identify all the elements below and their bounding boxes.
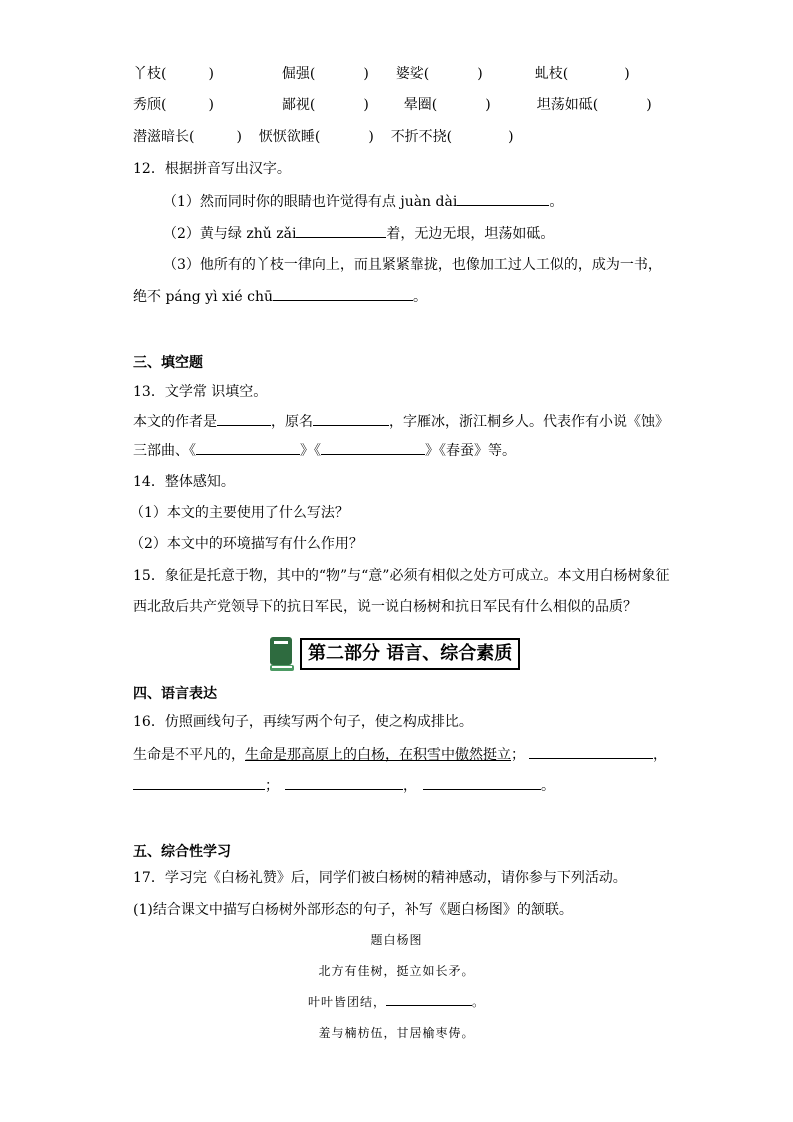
blank-pangyixiechu[interactable] xyxy=(273,286,413,301)
banner-label: 第二部分 语言、综合素质 xyxy=(300,638,520,670)
q15-line-1: 15．象征是托意于物，其中的“物”与“意”必须有相似之处方可成立。本文用白杨树象征 xyxy=(133,568,670,584)
q11-word: 丫枝( ) xyxy=(133,66,214,82)
poem-title: 题白杨图 xyxy=(370,933,423,947)
blank-original-name[interactable] xyxy=(313,411,389,426)
blank-zhuzai[interactable] xyxy=(296,223,386,238)
blank-author[interactable] xyxy=(217,411,271,426)
q11-row-1 xyxy=(133,64,630,84)
blank-sentence-2a[interactable] xyxy=(285,775,403,790)
q11-word: 坦荡如砥( ) xyxy=(536,97,652,113)
q15-line-2: 西北敌后共产党领导下的抗日军民，说一说白杨树和抗日军民有什么相似的品质？ xyxy=(133,599,637,615)
q11-word: 秀颀( ) xyxy=(133,97,214,113)
poem-line-2: 叶叶皆团结， 。 xyxy=(307,995,486,1009)
blank-juandai[interactable] xyxy=(457,191,549,206)
q12-part-3: （3）他所有的丫枝一律向上，而且紧紧靠拢，也像加工过人工似的，成为一书， xyxy=(163,257,662,273)
q12-stem: 12．根据拼音写出汉字。 xyxy=(133,161,291,177)
q11-row-3 xyxy=(133,127,514,147)
blank-work-1[interactable] xyxy=(196,440,300,455)
blank-work-2[interactable] xyxy=(321,440,425,455)
section-5-title: 五、综合性学习 xyxy=(133,844,231,860)
q16-stem: 16．仿照画线句子，再续写两个句子，使之构成排比。 xyxy=(133,714,473,730)
q11-word: 鄙视( ) xyxy=(281,97,369,113)
q13-stem: 13．文学常 识填空。 xyxy=(133,384,268,400)
q17-stem: 17．学习完《白杨礼赞》后，同学们被白杨树的精神感动，请你参与下列活动。 xyxy=(133,870,627,886)
poem-line-3: 羞与楠枋伍，甘居榆枣俦。 xyxy=(318,1026,475,1040)
q12-part-2: （2）黄与绿 zhǔ zǎi 着，无边无垠，坦荡如砥。 xyxy=(163,223,554,244)
q14-stem: 14．整体感知。 xyxy=(133,474,235,490)
q11-word: 潜滋暗长( ) xyxy=(133,129,242,145)
q13-line-1: 本文的作者是 ，原名 ，字雁冰，浙江桐乡人。代表作有小说《蚀》 xyxy=(133,411,669,432)
poem-line-1: 北方有佳树，挺立如长矛。 xyxy=(318,964,475,978)
section-4-title: 四、语言表达 xyxy=(133,686,217,702)
blank-sentence-1a[interactable] xyxy=(529,744,653,759)
q11-word: 倔强( ) xyxy=(281,66,369,82)
q11-row-2 xyxy=(133,95,652,115)
q16-line-1: 生命是不平凡的，生命是那高原上的白杨，在积雪中傲然挺立； ， xyxy=(133,744,667,765)
q11-word: 虬枝( ) xyxy=(534,66,630,82)
q11-word: 不折不挠( ) xyxy=(390,129,514,145)
q12-part-1: （1）然而同时你的眼睛也许觉得有点 juàn dài 。 xyxy=(163,191,563,212)
q11-word: 晕圈( ) xyxy=(403,97,491,113)
q14-part-2: （2）本文中的环境描写有什么作用？ xyxy=(130,536,363,552)
q16-line-2: ； ， 。 xyxy=(133,775,555,796)
book-icon xyxy=(268,635,296,673)
q11-word: 恹恹欲睡( ) xyxy=(258,129,374,145)
q12-part-3-cont: 绝不 páng yì xié chū 。 xyxy=(133,286,427,307)
q11-word: 婆娑( ) xyxy=(395,66,483,82)
part-two-banner xyxy=(268,634,520,674)
q17-part-1: (1)结合课文中描写白杨树外部形态的句子，补写《题白杨图》的颔联。 xyxy=(133,902,573,918)
blank-sentence-1b[interactable] xyxy=(133,775,265,790)
q14-part-1: （1）本文的主要使用了什么写法？ xyxy=(130,505,349,521)
blank-poem-couplet[interactable] xyxy=(386,993,472,1006)
section-3-title: 三、填空题 xyxy=(133,355,203,371)
q13-line-2: 三部曲、《 》《 》《春蚕》等。 xyxy=(133,440,516,461)
blank-sentence-2b[interactable] xyxy=(423,775,541,790)
